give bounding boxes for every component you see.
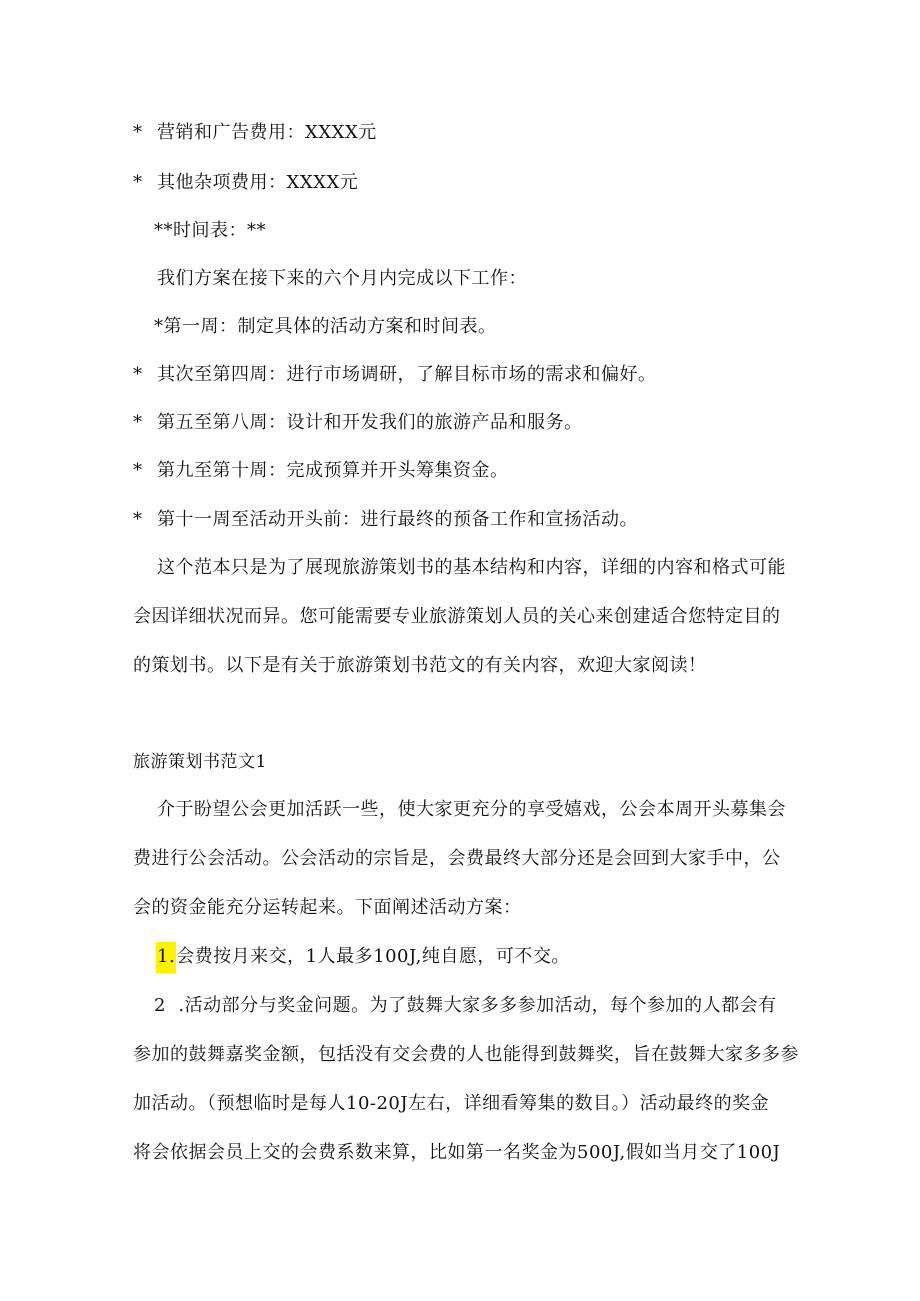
schedule-item-text: 第九至第十周：完成预算并开头筹集资金。 (157, 460, 509, 481)
list-item-text: 会费按月来交，1人最多100J,纯自愿，可不交。 (176, 946, 570, 967)
budget-item-text: 其他杂项费用：XXXX元 (157, 172, 359, 193)
schedule-item (133, 507, 638, 533)
schedule-item-text: 第五至第八周：设计和开发我们的旅游产品和服务。 (157, 412, 583, 433)
budget-item-text: 营销和广告费用：XXXX元 (157, 122, 377, 143)
bullet: * (133, 122, 143, 143)
budget-item-misc (133, 170, 358, 196)
bullet: * (133, 460, 143, 481)
sample-intro-line: 介于盼望公会更加活跃一些，使大家更充分的享受嬉戏，公会本周开头募集会 (157, 799, 786, 820)
closing-paragraph-line: 这个范本只是为了展现旅游策划书的基本结构和内容，详细的内容和格式可能 (157, 557, 786, 578)
list-item-2-line: 加活动。（预想临时是每人10-20J左右，详细看筹集的数目。）活动最终的奖金 (133, 1093, 770, 1114)
list-item-2-line: 2 .活动部分与奖金问题。为了鼓舞大家多多参加活动，每个参加的人都会有 (154, 995, 777, 1016)
schedule-item (133, 458, 509, 484)
schedule-first-week: *第一周：制定具体的活动方案和时间表。 (154, 316, 497, 337)
bullet: * (133, 509, 143, 530)
list-item-2-line: 将会依据会员上交的会费系数来算，比如第一名奖金为500J,假如当月交了100J (133, 1142, 781, 1163)
closing-paragraph-line: 的策划书。以下是有关于旅游策划书范文的有关内容，欢迎大家阅读！ (133, 655, 707, 676)
list-item-2-line: 参加的鼓舞嘉奖金额，包括没有交会费的人也能得到鼓舞奖，旨在鼓舞大家多多参 (133, 1044, 799, 1065)
budget-item-marketing (133, 120, 377, 146)
list-item-1 (156, 944, 570, 970)
schedule-item (133, 362, 657, 388)
schedule-item-text: 第十一周至活动开头前：进行最终的预备工作和宣扬活动。 (157, 509, 638, 530)
bullet: * (133, 412, 143, 433)
highlighted-number: 1. (156, 942, 176, 973)
schedule-heading: **时间表：** (154, 220, 266, 241)
bullet: * (133, 172, 143, 193)
closing-paragraph-line: 会因详细状况而异。您可能需要专业旅游策划人员的关心来创建适合您特定目的 (133, 606, 781, 627)
schedule-intro: 我们方案在接下来的六个月内完成以下工作： (157, 268, 527, 289)
bullet: * (133, 364, 143, 385)
sample-intro-line: 费进行公会活动。公会活动的宗旨是，会费最终大部分还是会回到大家手中，公 (133, 848, 781, 869)
schedule-item (133, 410, 583, 436)
sample-intro-line: 会的资金能充分运转起来。下面阐述活动方案： (133, 897, 522, 918)
schedule-item-text: 其次至第四周：进行市场调研，了解目标市场的需求和偏好。 (157, 364, 657, 385)
sample-title: 旅游策划书范文1 (133, 752, 267, 772)
